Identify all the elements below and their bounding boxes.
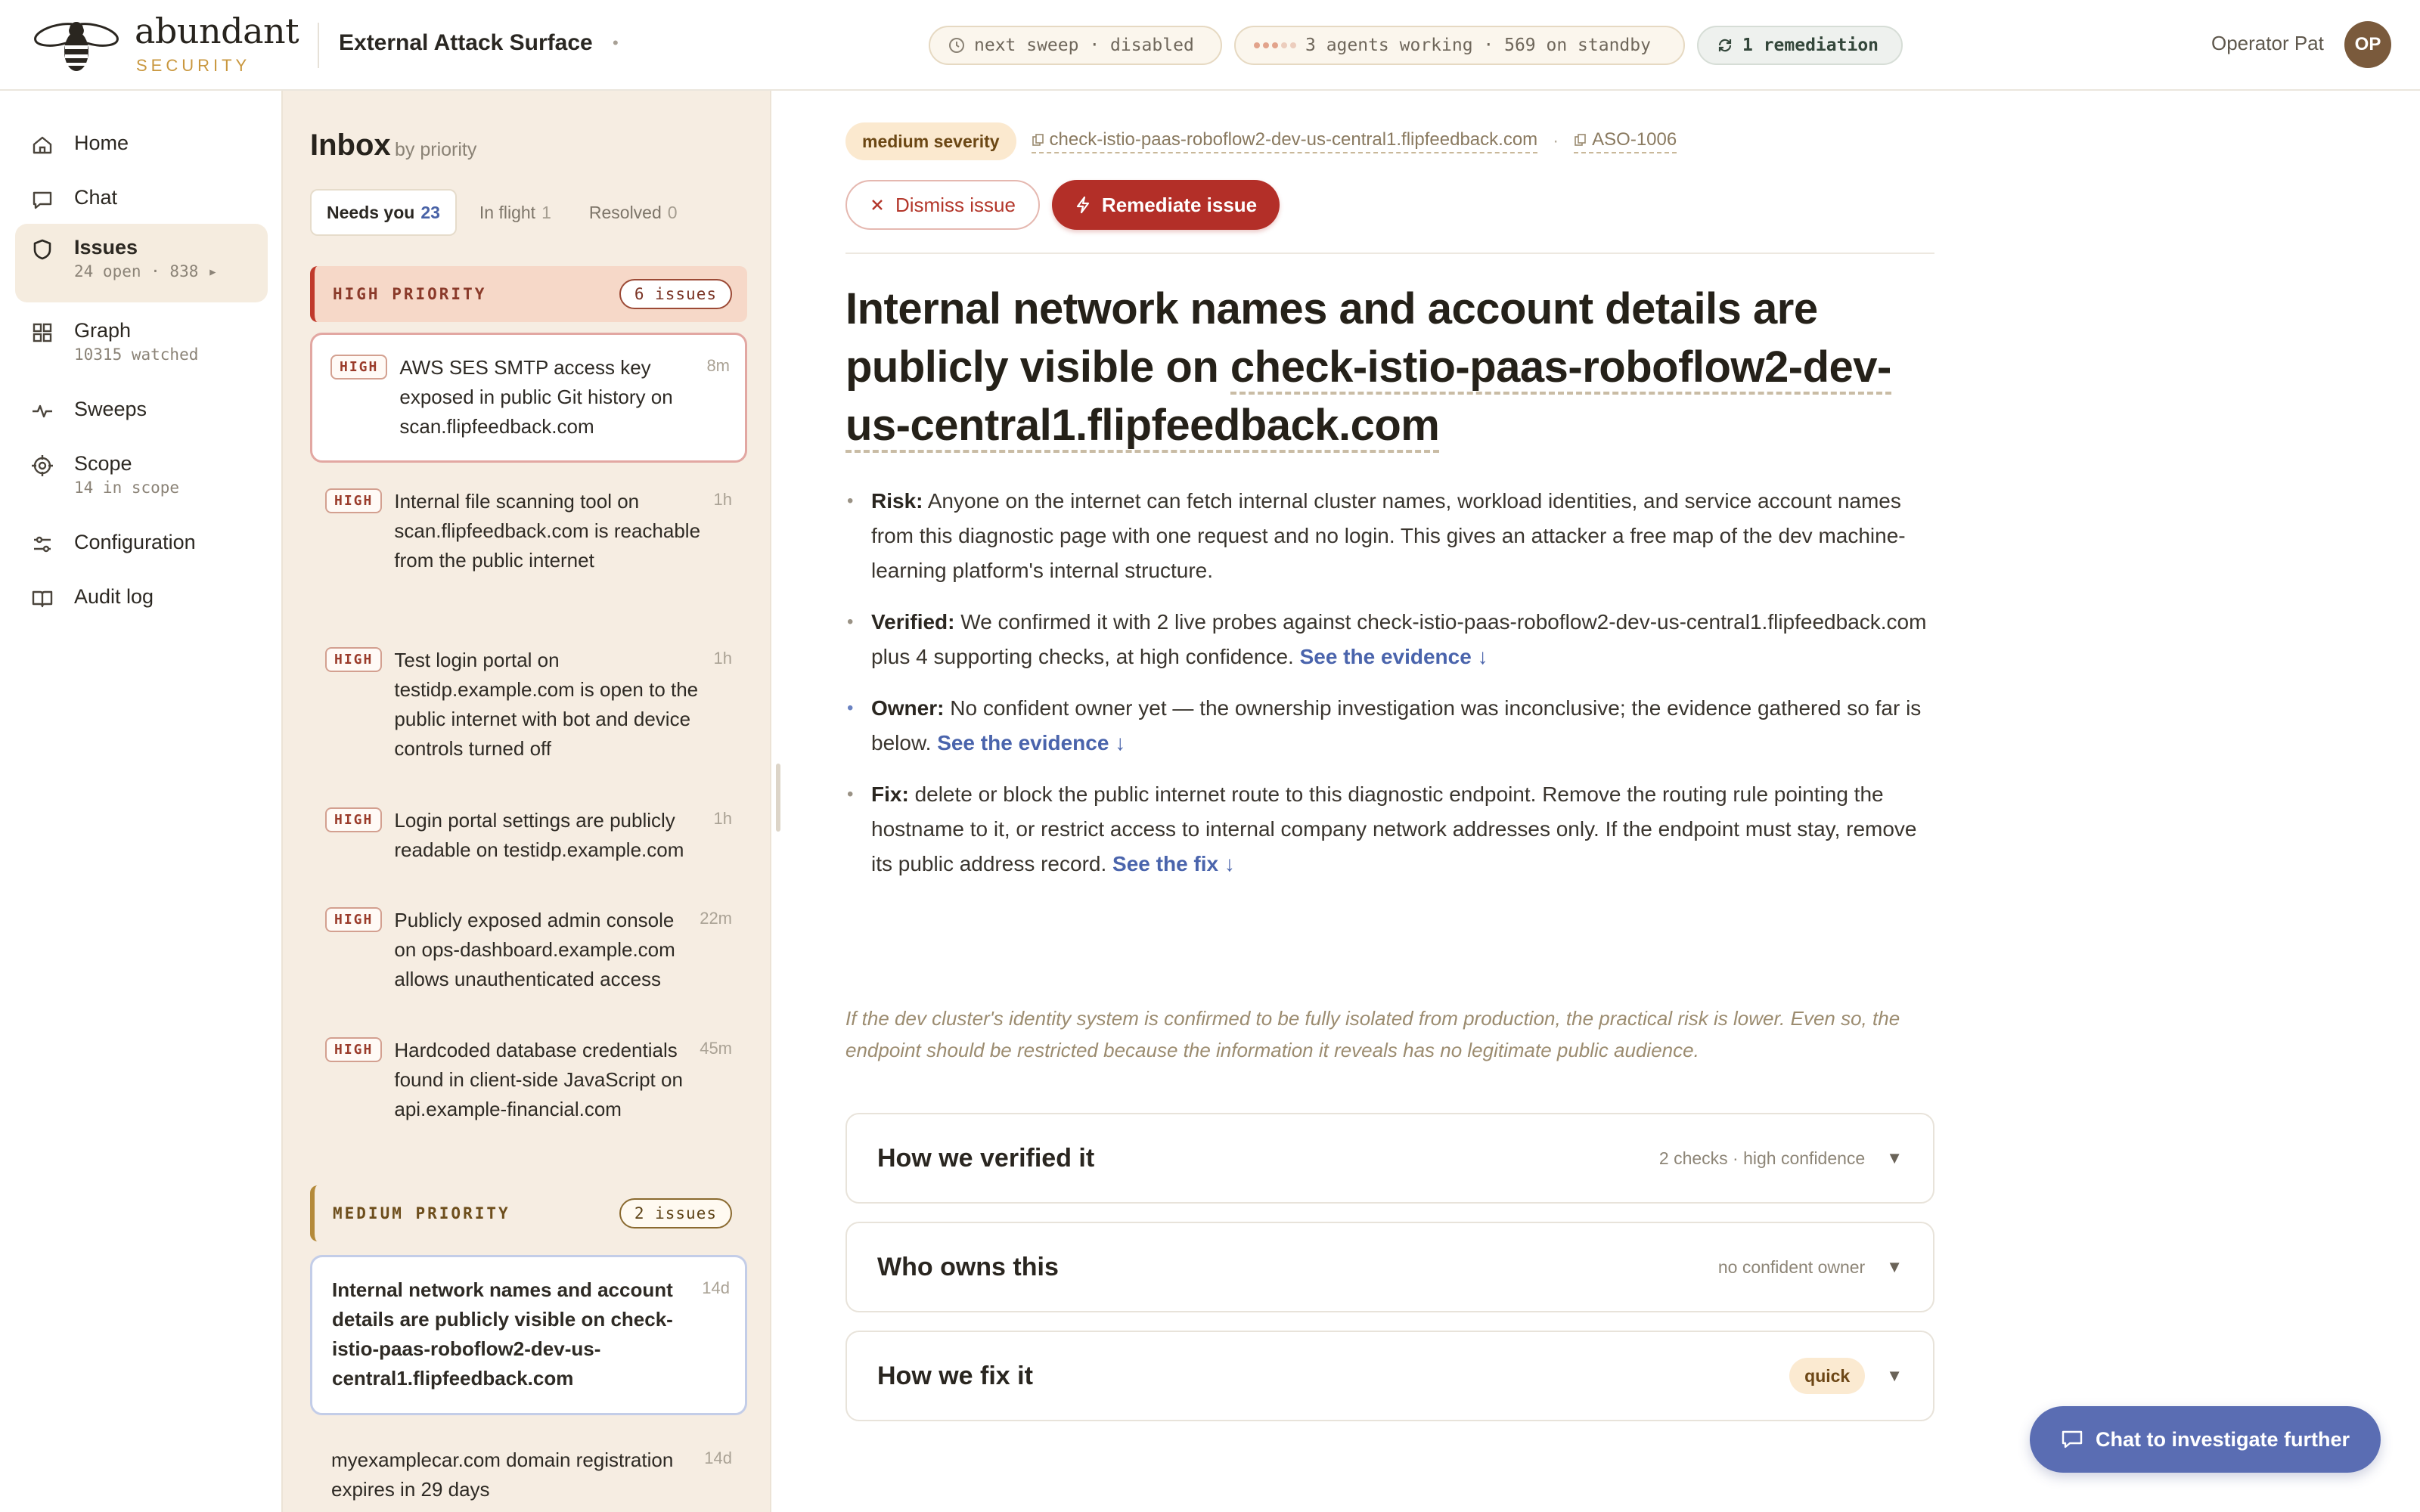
- list-item-title: Login portal settings are publicly readable on testidp.example.com: [394, 809, 684, 861]
- sidebar-item-graph[interactable]: [15, 307, 268, 364]
- sidebar-item-label: Home: [74, 132, 129, 154]
- group-name: HIGH PRIORITY: [333, 285, 487, 303]
- tab-label: Resolved: [588, 202, 662, 222]
- remediation-pill[interactable]: [1697, 26, 1903, 65]
- sidebar-item-home[interactable]: [15, 119, 268, 157]
- host-link-text: check-istio-paas-roboflow2-dev-us-central1.flipfeedback.com: [1049, 129, 1538, 150]
- issue-summary-list: [845, 484, 1934, 898]
- remediate-button-label: Remediate issue: [1101, 193, 1258, 216]
- tab-resolved[interactable]: [574, 189, 693, 236]
- list-item-age: 45m: [700, 1039, 732, 1058]
- medium-priority-group-header[interactable]: [310, 1185, 747, 1241]
- chat-icon: [2061, 1429, 2083, 1450]
- list-item-title: myexamplecar.com domain registration expires in 29 days: [331, 1448, 674, 1501]
- sidebar-item-sub: 14 in scope: [74, 479, 180, 497]
- risk-item: [845, 484, 1934, 588]
- copy-icon: [1032, 133, 1045, 147]
- tab-count: 23: [420, 202, 440, 222]
- avatar[interactable]: OP: [2344, 21, 2391, 68]
- issue-meta-row: [845, 122, 1677, 160]
- inbox-title: Inbox: [310, 129, 391, 162]
- sidebar-nav: [0, 91, 281, 1512]
- grid-icon: [30, 321, 54, 345]
- list-item-age: 14d: [702, 1278, 730, 1297]
- sidebar-item-label: Sweeps: [74, 398, 147, 420]
- remediation-text: 1 remediation: [1742, 36, 1879, 55]
- owner-label: Owner:: [871, 696, 945, 720]
- verified-text: We confirmed it with 2 live probes against check-istio-paas-roboflow2-dev-us-central1.flipfeedback.com plus 4 supporting checks, at high confidence.: [871, 610, 1927, 668]
- group-name: MEDIUM PRIORITY: [333, 1204, 510, 1222]
- book-icon: [30, 587, 54, 611]
- see-fix-link[interactable]: See the fix ↓: [1112, 852, 1235, 875]
- inbox-panel: [281, 91, 771, 1512]
- sidebar-item-label: Issues: [74, 236, 138, 259]
- home-icon: [30, 133, 54, 157]
- tab-count: 1: [541, 202, 551, 222]
- sidebar-item-label: Configuration: [74, 531, 196, 553]
- chat-investigate-label: Chat to investigate further: [2095, 1427, 2350, 1451]
- sidebar-item-chat[interactable]: [15, 174, 268, 212]
- tab-label: In flight: [479, 202, 536, 222]
- list-item-age: 1h: [713, 649, 732, 668]
- list-item[interactable]: [310, 627, 747, 779]
- accordion-how-fix[interactable]: [845, 1331, 1934, 1421]
- sidebar-item-label: Scope: [74, 452, 132, 475]
- issue-title-text: Internal network names and account details are publicly visible on: [845, 284, 1818, 392]
- tab-count: 0: [667, 202, 678, 222]
- ticket-id: ASO-1006: [1592, 129, 1677, 150]
- accordion-how-verified[interactable]: [845, 1113, 1934, 1204]
- chat-icon: [30, 187, 54, 212]
- issue-actions: [845, 180, 1280, 230]
- divider: [845, 253, 1934, 254]
- accordion-title: How we verified it: [877, 1143, 1095, 1173]
- clock-icon: [948, 37, 965, 54]
- sweep-status-text: next sweep · disabled: [974, 36, 1194, 55]
- list-item-age: 8m: [706, 356, 730, 375]
- host-link[interactable]: [1032, 129, 1538, 153]
- shield-icon: [30, 237, 54, 262]
- chat-investigate-button[interactable]: [2030, 1406, 2381, 1473]
- severity-badge: medium severity: [845, 122, 1016, 160]
- brand-name: abundant: [135, 11, 299, 51]
- list-item-title: Internal file scanning tool on scan.flipfeedback.com is reachable from the public internet: [394, 490, 701, 572]
- list-item[interactable]: [310, 333, 747, 463]
- meta-separator: ·: [1553, 131, 1559, 151]
- app-title-marker: •: [613, 33, 619, 52]
- sidebar-item-configuration[interactable]: [15, 519, 268, 556]
- list-item-age: 1h: [713, 809, 732, 828]
- list-item-age: 22m: [700, 909, 732, 928]
- copy-icon: [1574, 133, 1587, 147]
- inbox-scrollbar[interactable]: [776, 764, 780, 832]
- list-item-age: 14d: [704, 1448, 732, 1467]
- issue-title: [845, 280, 1934, 454]
- issue-title-host[interactable]: check-istio-paas-roboflow2-dev-us-central1.flipfeedback.com: [845, 342, 1891, 453]
- sweep-status-pill[interactable]: [929, 26, 1222, 65]
- close-icon: [870, 197, 885, 212]
- accordion-title: Who owns this: [877, 1252, 1059, 1281]
- brand-subtitle: SECURITY: [136, 56, 251, 75]
- header-divider: [318, 23, 319, 68]
- risk-label: Risk:: [871, 489, 923, 513]
- sidebar-item-audit-log[interactable]: [15, 573, 268, 611]
- sidebar-item-scope[interactable]: [15, 440, 268, 497]
- owner-item: [845, 691, 1934, 761]
- target-icon: [30, 454, 54, 478]
- list-item-title: AWS SES SMTP access key exposed in public Git history on scan.flipfeedback.com: [399, 356, 673, 438]
- dismiss-button-label: Dismiss issue: [895, 193, 1016, 216]
- sidebar-item-label: Chat: [74, 186, 118, 209]
- top-header: [0, 0, 2420, 91]
- pulse-icon: [30, 399, 54, 423]
- priority-badge: HIGH: [325, 907, 382, 932]
- agent-dots-icon: [1254, 42, 1296, 48]
- verified-label: Verified:: [871, 610, 955, 634]
- inbox-tabs: [310, 189, 693, 236]
- tab-label: Needs you: [327, 202, 415, 222]
- group-count-badge: 2 issues: [619, 1198, 732, 1228]
- tab-in-flight[interactable]: [464, 189, 566, 236]
- list-item[interactable]: [310, 469, 747, 590]
- sidebar-item-sub: 10315 watched: [74, 345, 199, 364]
- tab-needs-you[interactable]: [310, 189, 457, 236]
- list-item[interactable]: [310, 1427, 747, 1512]
- list-item-title: Hardcoded database credentials found in client-side JavaScript on api.example-financial.com: [394, 1039, 683, 1120]
- sidebar-item-sweeps[interactable]: [15, 386, 268, 423]
- sidebar-item-sub: 24 open · 838 ▸: [74, 262, 218, 280]
- priority-badge: HIGH: [325, 647, 382, 672]
- inbox-subtitle: by priority: [395, 139, 477, 160]
- high-priority-group-header[interactable]: [310, 266, 747, 322]
- dismiss-button[interactable]: [845, 180, 1040, 230]
- sidebar-item-issues[interactable]: [15, 224, 268, 302]
- owner-text: No confident owner yet — the ownership investigation was inconclusive; the evidence gathered so far is below.: [871, 696, 1922, 754]
- priority-badge: HIGH: [325, 488, 382, 513]
- priority-badge: HIGH: [325, 807, 382, 832]
- sidebar-item-label: Audit log: [74, 585, 154, 608]
- accordion-meta: 2 checks · high confidence: [1658, 1148, 1866, 1168]
- chevron-down-icon: ▼: [1886, 1148, 1903, 1167]
- fix-item: [845, 777, 1934, 881]
- accordion-meta: no confident owner: [1717, 1256, 1866, 1277]
- list-item[interactable]: [310, 888, 747, 1009]
- see-evidence-link[interactable]: See the evidence ↓: [937, 731, 1126, 754]
- list-item-title: Internal network names and account details are publicly visible on check-istio-paas-roboflow2-dev-us-central1.flipfeedback.com: [332, 1278, 673, 1390]
- priority-badge: HIGH: [330, 355, 387, 380]
- list-item-age: 1h: [713, 490, 732, 509]
- operator-name[interactable]: Operator Pat: [2211, 32, 2324, 54]
- fix-text: delete or block the public internet route to this diagnostic endpoint. Remove the routing rule pointing the hostname to it, or restrict access to internal company network addresses only. If the endpoint must stay, remove its public address record.: [871, 782, 1917, 875]
- list-item[interactable]: [310, 1255, 747, 1415]
- chevron-down-icon: ▼: [1886, 1257, 1903, 1276]
- chevron-down-icon: ▼: [1886, 1366, 1903, 1385]
- group-count-badge: 6 issues: [619, 279, 732, 309]
- remediate-button[interactable]: [1052, 180, 1280, 230]
- agents-status-pill[interactable]: [1234, 26, 1685, 65]
- ticket-link[interactable]: [1574, 129, 1677, 153]
- risk-text: Anyone on the internet can fetch internal cluster names, workload identities, and service account names from this diagnostic page with one request and no login. This gives an attacker a free map of the dev machine-learning platform's internal structure.: [871, 489, 1906, 582]
- list-item[interactable]: [310, 1018, 747, 1139]
- sliders-icon: [30, 532, 54, 556]
- bolt-icon: [1075, 196, 1091, 214]
- list-item-title: Publicly exposed admin console on ops-dashboard.example.com allows unauthenticated access: [394, 909, 675, 990]
- agents-status-text: 3 agents working · 569 on standby: [1305, 36, 1651, 55]
- sidebar-item-label: Graph: [74, 319, 132, 342]
- list-item-title: Test login portal on testidp.example.com is open to the public internet with bot and device controls turned off: [394, 649, 699, 760]
- verified-item: [845, 605, 1934, 674]
- refresh-icon: [1717, 37, 1733, 54]
- accordion-title: How we fix it: [877, 1361, 1033, 1390]
- bee-logo-icon: [27, 15, 126, 76]
- risk-caveat-note: If the dev cluster's identity system is confirmed to be fully isolated from production, the practical risk is lower. Even so, the endpoint should be restricted because the information it reveals has no legitimate public audience.: [845, 1007, 1900, 1061]
- app-title: External Attack Surface: [339, 30, 593, 55]
- accordion-who-owns[interactable]: [845, 1222, 1934, 1312]
- fix-label: Fix:: [871, 782, 909, 806]
- priority-badge: HIGH: [325, 1037, 382, 1062]
- effort-badge: quick: [1789, 1358, 1865, 1394]
- list-item[interactable]: [310, 788, 747, 880]
- see-evidence-link[interactable]: See the evidence ↓: [1299, 645, 1488, 668]
